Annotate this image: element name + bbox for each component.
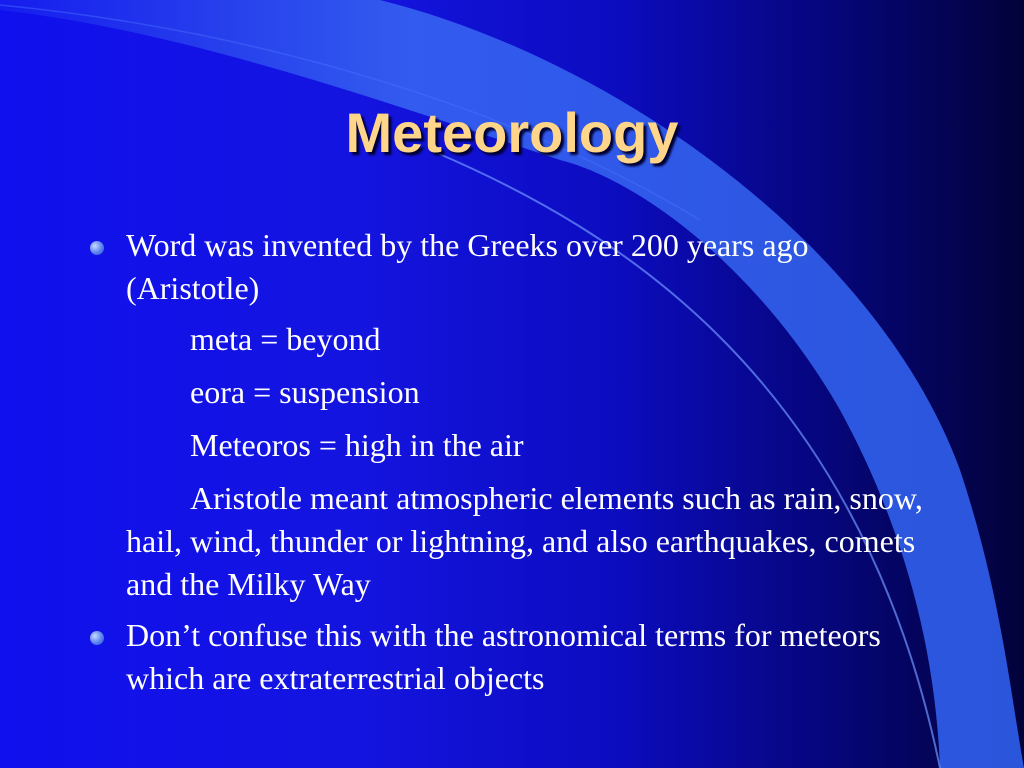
slide-title: Meteorology [345,101,679,164]
bullet-icon [90,631,104,645]
explanation-text: Aristotle meant atmospheric elements such as rain, snow, hail, wind, thunder or lightning, and also earthquakes, comets and the Milky Way [126,480,923,602]
slide-body [90,224,940,708]
definition-meta: meta = beyond [190,321,381,357]
definition-eora: eora = suspension [190,374,420,410]
bullet-item-greek-origin [90,224,940,310]
definition-meteoros: Meteoros = high in the air [190,427,524,463]
bullet-text: Word was invented by the Greeks over 200 years ago (Aristotle) [126,227,809,306]
bullet-icon [90,241,104,255]
bullet-item-astronomy-note [90,614,940,700]
bullet-text: Don’t confuse this with the astronomical terms for meteors which are extraterrestrial objects [126,617,881,696]
explanation-paragraph [90,477,940,606]
